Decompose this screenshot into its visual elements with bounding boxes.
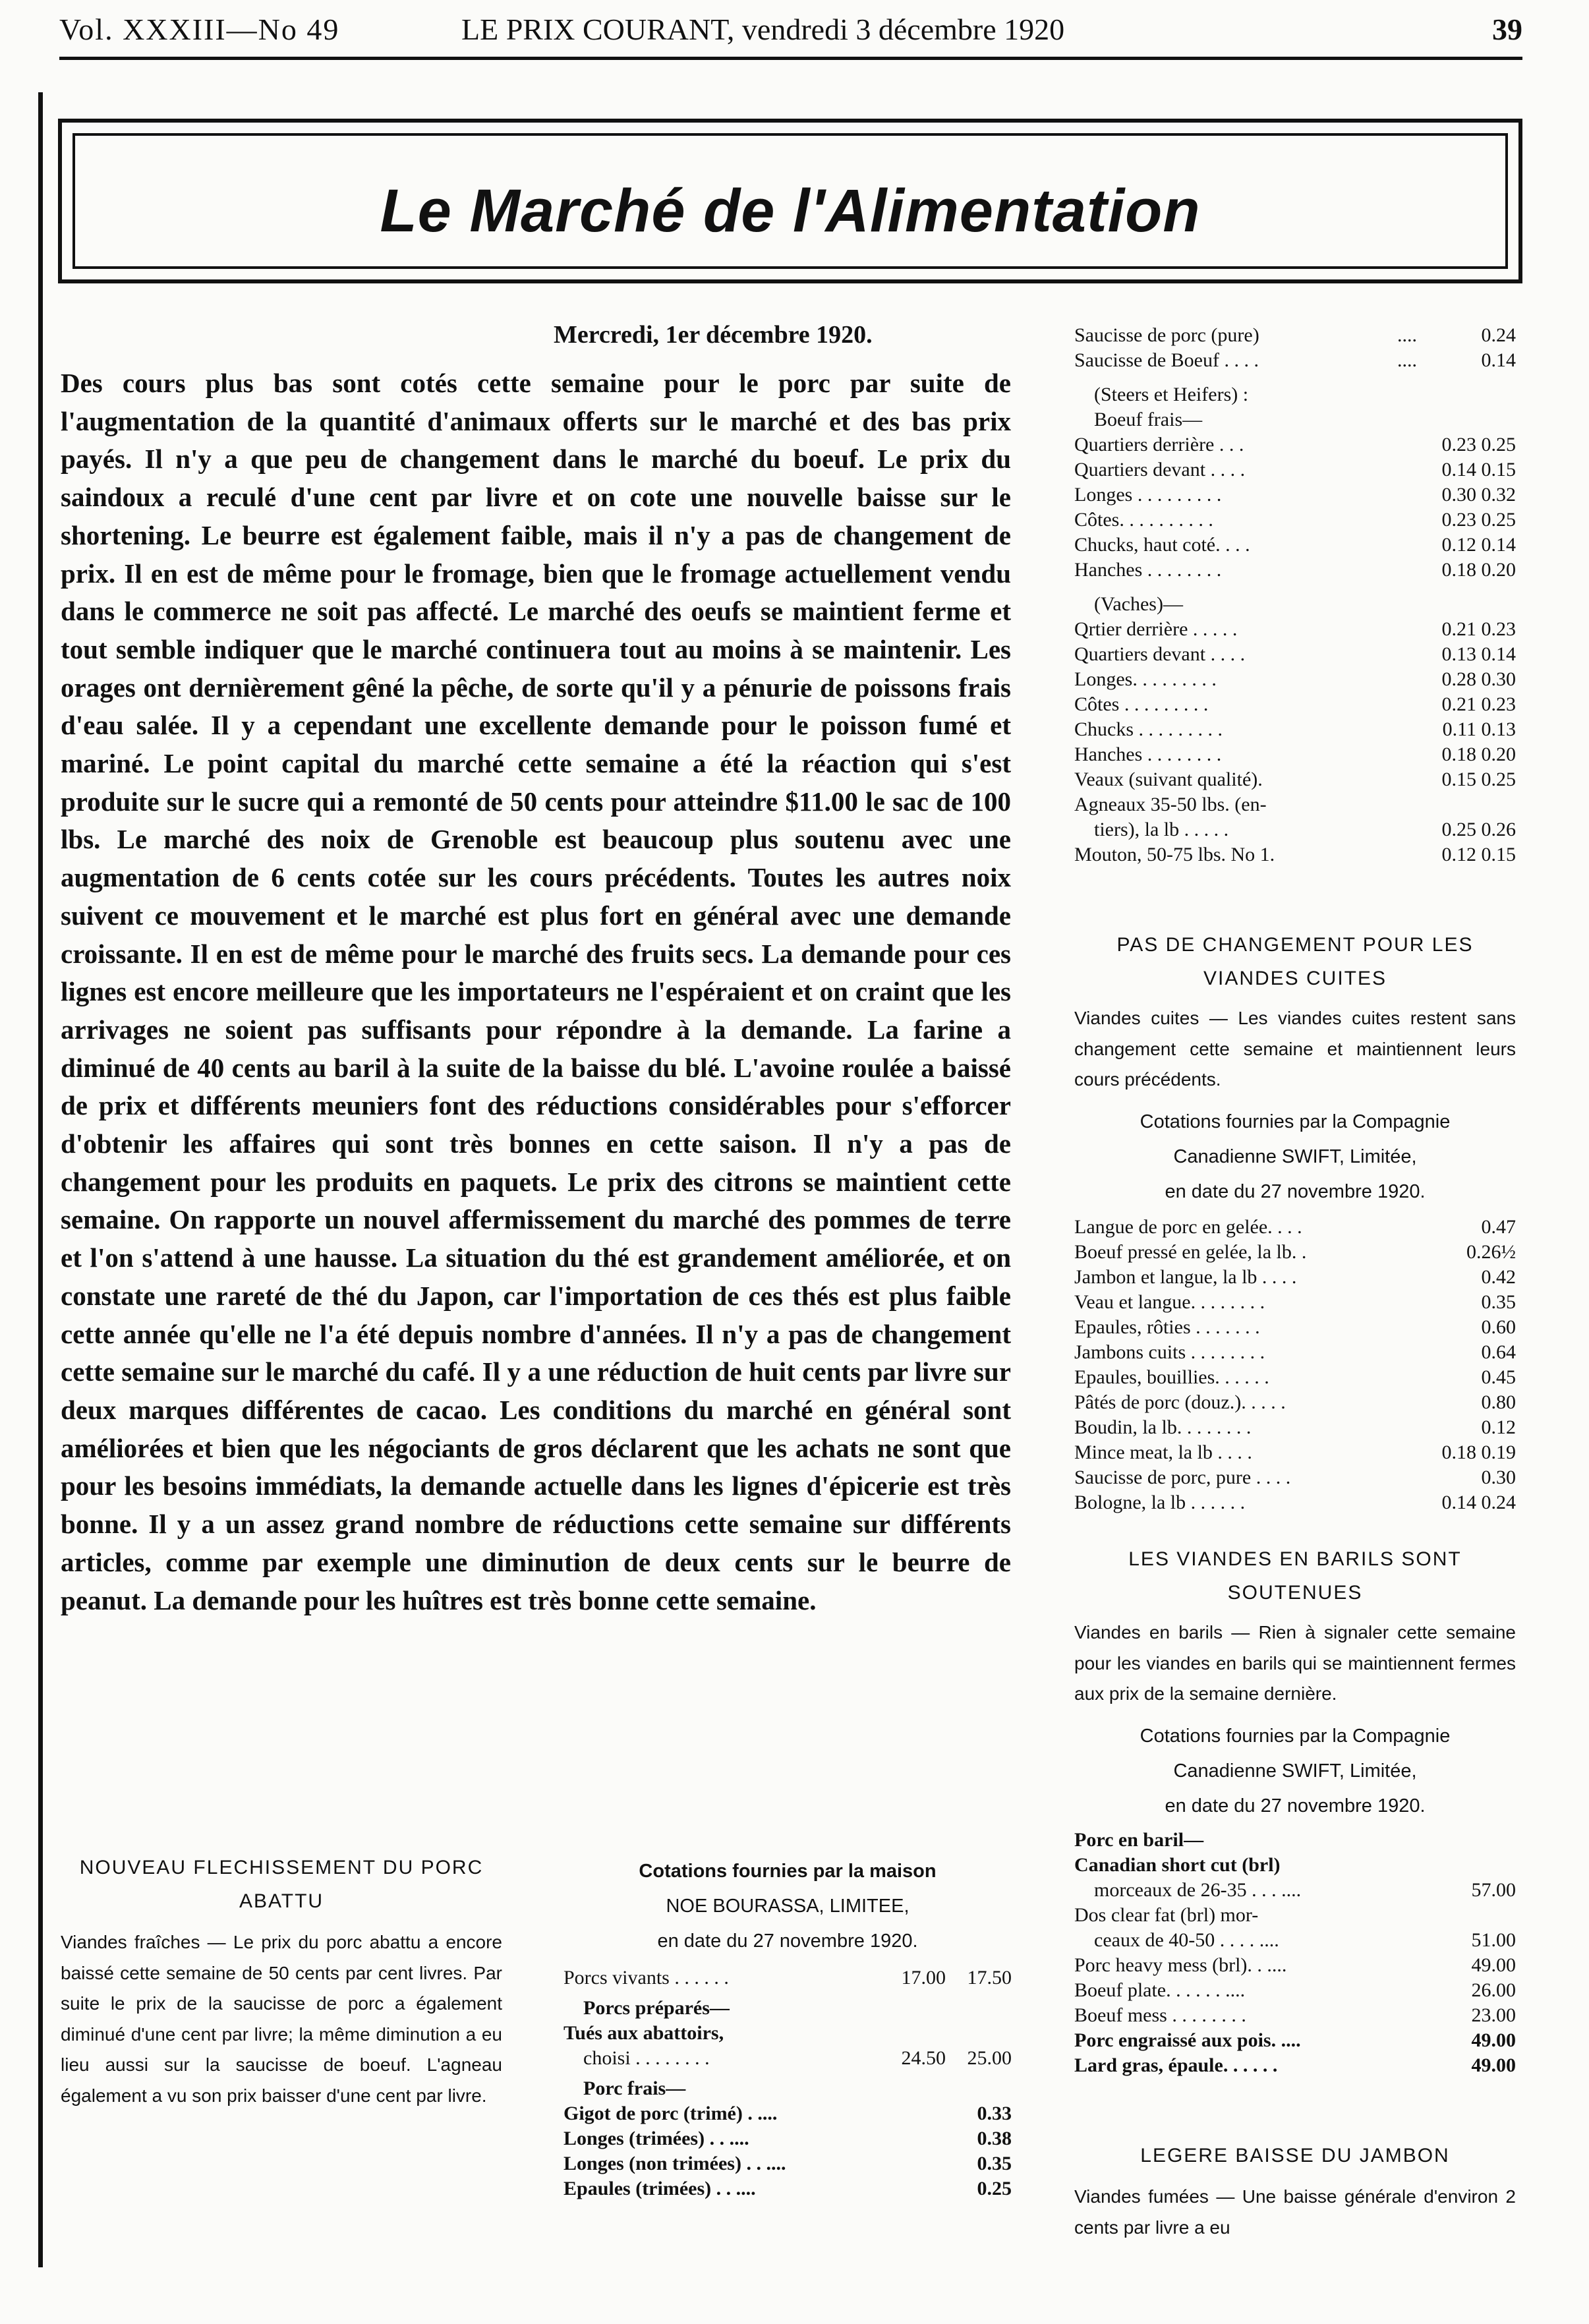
- price-row: Veaux (suivant qualité). 0.15 0.25: [1074, 769, 1516, 790]
- main-article-body: Des cours plus bas sont cotés cette semaine pour le porc par suite de l'augmentation de la quantité d'animaux offerts sur le marché et des bas prix payés. Il n'y a que peu de changement dans le marché du boeuf. Le prix du saindoux a reculé d'une cent par livre et on cote une nouvelle baisse sur le shortening. Le beurre est également faible, mais il n'y a pas de changement de prix. Il en est de même pour le fromage, bien que le fromage actuellement vendu dans le commerce ne soit pas affecté. Le marché des oeufs se maintient ferme et tout semble indiquer que le marché continuera tout au moins à se maintenir. Les orages ont dernièrement gêné la pêche, de sorte qu'il y a pénurie de poissons frais d'eau salée. Il y a cependant une excellente demande pour le poisson fumé et mariné. Le point capital du marché cette semaine a été la réaction qui s'est produite sur le sucre qui a remonté de 50 cents pour atteindre $11.00 le sac de 100 lbs. Le marché des noix de Grenoble est beaucoup plus soutenu avec une augmentation de 6 cents cotée sur les cours précédents. Toutes les autres noix suivent ce mouvement et le marché est plus fort en général avec une demande croissante. Il en est de même pour le marché des fruits secs. La demande pour ces lignes est encore meilleure que les importateurs ne l'espéraient et on craint que les arrivages ne soient pas suffisants pour répondre à la demande. La farine a diminué de 40 cents au baril à la suite de la baisse du blé. L'avoine roulée a baissé de prix et différents meuniers font des réductions considérables pour s'efforcer d'obtenir les affaires qui sont très bonnes en cette saison. Il n'y a pas de changement pour les produits en paquets. Le prix des citrons se maintient cette semaine. On rapporte un nouvel affermissement du marché des pommes de terre et l'on s'attend à une hausse. La situation du thé est grandement améliorée, et on constate une rareté de thé du Japon, car l'importation de ces thés est plus faible cette année qu'elle ne l'a été depuis nombre d'années. Il n'y a pas de changement cette semaine sur le marché du café. Il y a une réduction de huit cents par livre sur deux marques différentes de cacao. Les conditions du marché en général sont améliorées et bien que les négociants de gros déclarent que les achats ne sont que pour les besoins immédiats, la demande actuelle dans les lignes d'épicerie est très bonne. Il y a un assez grand nombre de réductions cette semaine sur différents articles, comme par exemple une diminution de deux cents sur le beurre de peanut. La demande pour les huîtres est très bonne cette semaine.: [61, 368, 1011, 1615]
- viandes-barils-section: [1074, 1542, 1516, 2078]
- price-row: tiers), la lb . . . . . 0.25 0.26: [1094, 819, 1516, 840]
- price-row: Boeuf pressé en gelée, la lb. . 0.26½: [1074, 1240, 1516, 1263]
- section-heading: NOUVEAU FLECHISSEMENT DU PORC ABATTU: [79, 1857, 484, 1912]
- header-rule: [59, 57, 1522, 60]
- section-body: Viandes fraîches — Le prix du porc abattu a encore baissé cette semaine de 50 cents par cent livres. Par suite le prix de la saucisse de porc a également diminué d'une cent par livre; la même diminution a eu lieu aussi sur la saucisse de boeuf. L'agneau également a vu son prix baisser d'une cent par livre.: [61, 1932, 502, 2106]
- section-heading: PAS DE CHANGEMENT POUR LES VIANDES CUITES: [1116, 934, 1474, 989]
- price-row: Longes. . . . . . . . . 0.28 0.30: [1074, 668, 1516, 690]
- price-row: Côtes. . . . . . . . . . 0.23 0.25: [1074, 509, 1516, 531]
- price-row: Longes . . . . . . . . . 0.30 0.32: [1074, 484, 1516, 506]
- banner-inner-frame: [72, 133, 1508, 269]
- price-row: Mouton, 50-75 lbs. No 1. 0.12 0.15: [1074, 844, 1516, 865]
- porc-frais-heading: Porc frais—: [583, 2077, 686, 2099]
- steers-subheading: Boeuf frais—: [1094, 409, 1203, 430]
- price-row: Quartiers derrière . . . 0.23 0.25: [1074, 434, 1516, 455]
- cotation-line: Cotations fournies par la maison: [639, 1861, 937, 1882]
- price-row: Langue de porc en gelée. . . . 0.47: [1074, 1215, 1516, 1238]
- price-row: Epaules, bouillies. . . . . . 0.45: [1074, 1366, 1516, 1388]
- price-row: Hanches . . . . . . . . 0.18 0.20: [1074, 559, 1516, 581]
- price-row: Chucks, haut coté. . . . 0.12 0.14: [1074, 534, 1516, 556]
- cotation-line: Cotations fournies par la Compagnie: [1140, 1111, 1451, 1132]
- price-row: Qrtier derrière . . . . . 0.21 0.23: [1074, 618, 1516, 640]
- porc-abattu-section: [61, 1851, 502, 2111]
- section-heading: LEGERE BAISSE DU JAMBON: [1140, 2145, 1450, 2166]
- section-body: Viandes en barils — Rien à signaler cette semaine pour les viandes en barils qui se maintiennent fermes aux prix de la semaine dernière.: [1074, 1622, 1516, 1704]
- price-row: choisi . . . . . . . . 24.50 25.00: [583, 2047, 1012, 2069]
- meat-price-list: [1074, 323, 1516, 867]
- cotation-credit: [1074, 1719, 1516, 1824]
- cotation-line: NOE BOURASSA, LIMITEE,: [666, 1896, 910, 1917]
- price-row: morceaux de 26-35 . . . .... 57.00: [1094, 1878, 1516, 1901]
- price-row: Jambon et langue, la lb . . . . 0.42: [1074, 1265, 1516, 1288]
- cotation-line: Canadienne SWIFT, Limitée,: [1173, 1760, 1417, 1782]
- cotation-line: en date du 27 novembre 1920.: [1165, 1180, 1426, 1202]
- price-row: Pâtés de porc (douz.). . . . . 0.80: [1074, 1391, 1516, 1413]
- price-row: Gigot de porc (trimé) . .... 0.33: [563, 2103, 1012, 2124]
- price-row: Agneaux 35-50 lbs. (en-: [1074, 794, 1267, 815]
- cotation-line: Canadienne SWIFT, Limitée,: [1173, 1146, 1417, 1167]
- cotation-credit: [1074, 1105, 1516, 1209]
- price-row: Boeuf mess . . . . . . . . 23.00: [1074, 2004, 1516, 2026]
- price-row: Epaules (trimées) . . .... 0.25: [563, 2178, 1012, 2199]
- bourassa-price-list: [563, 1854, 1012, 2201]
- porc-baril-heading: Porc en baril—: [1074, 1828, 1204, 1851]
- cotation-line: Cotations fournies par la Compagnie: [1140, 1725, 1451, 1747]
- cotation-line: en date du 27 novembre 1920.: [657, 1931, 918, 1952]
- price-row: Porcs vivants . . . . . . 17.00 17.50: [563, 1967, 1012, 1989]
- price-row: Veau et langue. . . . . . . . 0.35: [1074, 1291, 1516, 1313]
- price-row: Saucisse de porc (pure) .... 0.24: [1074, 324, 1516, 346]
- price-row: Canadian short cut (brl): [1074, 1853, 1281, 1876]
- price-row: Boeuf plate. . . . . . .... 26.00: [1074, 1979, 1516, 2001]
- price-row: Saucisse de Boeuf . . . . .... 0.14: [1074, 349, 1516, 371]
- price-row: Bologne, la lb . . . . . . 0.14 0.24: [1074, 1491, 1516, 1513]
- price-row: Lard gras, épaule. . . . . . 49.00: [1074, 2054, 1516, 2076]
- price-row: Longes (trimées) . . .... 0.38: [563, 2128, 1012, 2149]
- banner-title: Le Marché de l'Alimentation: [380, 177, 1201, 245]
- price-row: Hanches . . . . . . . . 0.18 0.20: [1074, 743, 1516, 765]
- price-row: Chucks . . . . . . . . . 0.11 0.13: [1074, 718, 1516, 740]
- article-dateline: Mercredi, 1er décembre 1920.: [554, 321, 873, 349]
- page-header: [59, 12, 1522, 51]
- price-row: Dos clear fat (brl) mor-: [1074, 1903, 1259, 1926]
- price-row: Boudin, la lb. . . . . . . . 0.12: [1074, 1416, 1516, 1438]
- price-row: Mince meat, la lb . . . . 0.18 0.19: [1074, 1441, 1516, 1463]
- viandes-cuites-section: [1074, 928, 1516, 1515]
- section-body: Viandes cuites — Les viandes cuites restent sans changement cette semaine et maintiennent leurs cours précédents.: [1074, 1008, 1516, 1089]
- section-heading: LES VIANDES EN BARILS SONT SOUTENUES: [1128, 1548, 1462, 1604]
- price-row: Porc heavy mess (brl). . .... 49.00: [1074, 1954, 1516, 1976]
- section-banner: [58, 119, 1522, 283]
- steers-heading: (Steers et Heifers) :: [1094, 384, 1249, 405]
- price-row: Epaules, rôties . . . . . . . 0.60: [1074, 1316, 1516, 1338]
- price-row: Saucisse de porc, pure . . . . 0.30: [1074, 1466, 1516, 1488]
- page-number: 39: [1492, 13, 1522, 46]
- price-row: Tués aux abattoirs,: [563, 2022, 724, 2044]
- price-row: ceaux de 40-50 . . . . .... 51.00: [1094, 1929, 1516, 1951]
- porcs-prepares-heading: Porcs préparés—: [583, 1997, 730, 2019]
- price-row: Quartiers devant . . . . 0.14 0.15: [1074, 459, 1516, 480]
- cotation-line: en date du 27 novembre 1920.: [1165, 1795, 1426, 1816]
- section-body: Viandes fumées — Une baisse générale d'environ 2 cents par livre a eu: [1074, 2186, 1516, 2238]
- vaches-heading: (Vaches)—: [1094, 593, 1183, 615]
- price-row: Côtes . . . . . . . . . 0.21 0.23: [1074, 693, 1516, 715]
- price-row: Porc engraissé aux pois. .... 49.00: [1074, 2029, 1516, 2051]
- jambon-section: [1074, 2139, 1516, 2243]
- page-edge-bar: [38, 92, 43, 2267]
- volume-number: Vol. XXXIII—No 49: [59, 13, 340, 46]
- price-row: Jambons cuits . . . . . . . . 0.64: [1074, 1341, 1516, 1363]
- price-row: Longes (non trimées) . . .... 0.35: [563, 2153, 1012, 2174]
- publication-dateline: LE PRIX COURANT, vendredi 3 décembre 1920: [461, 13, 1065, 46]
- price-row: Quartiers devant . . . . 0.13 0.14: [1074, 643, 1516, 665]
